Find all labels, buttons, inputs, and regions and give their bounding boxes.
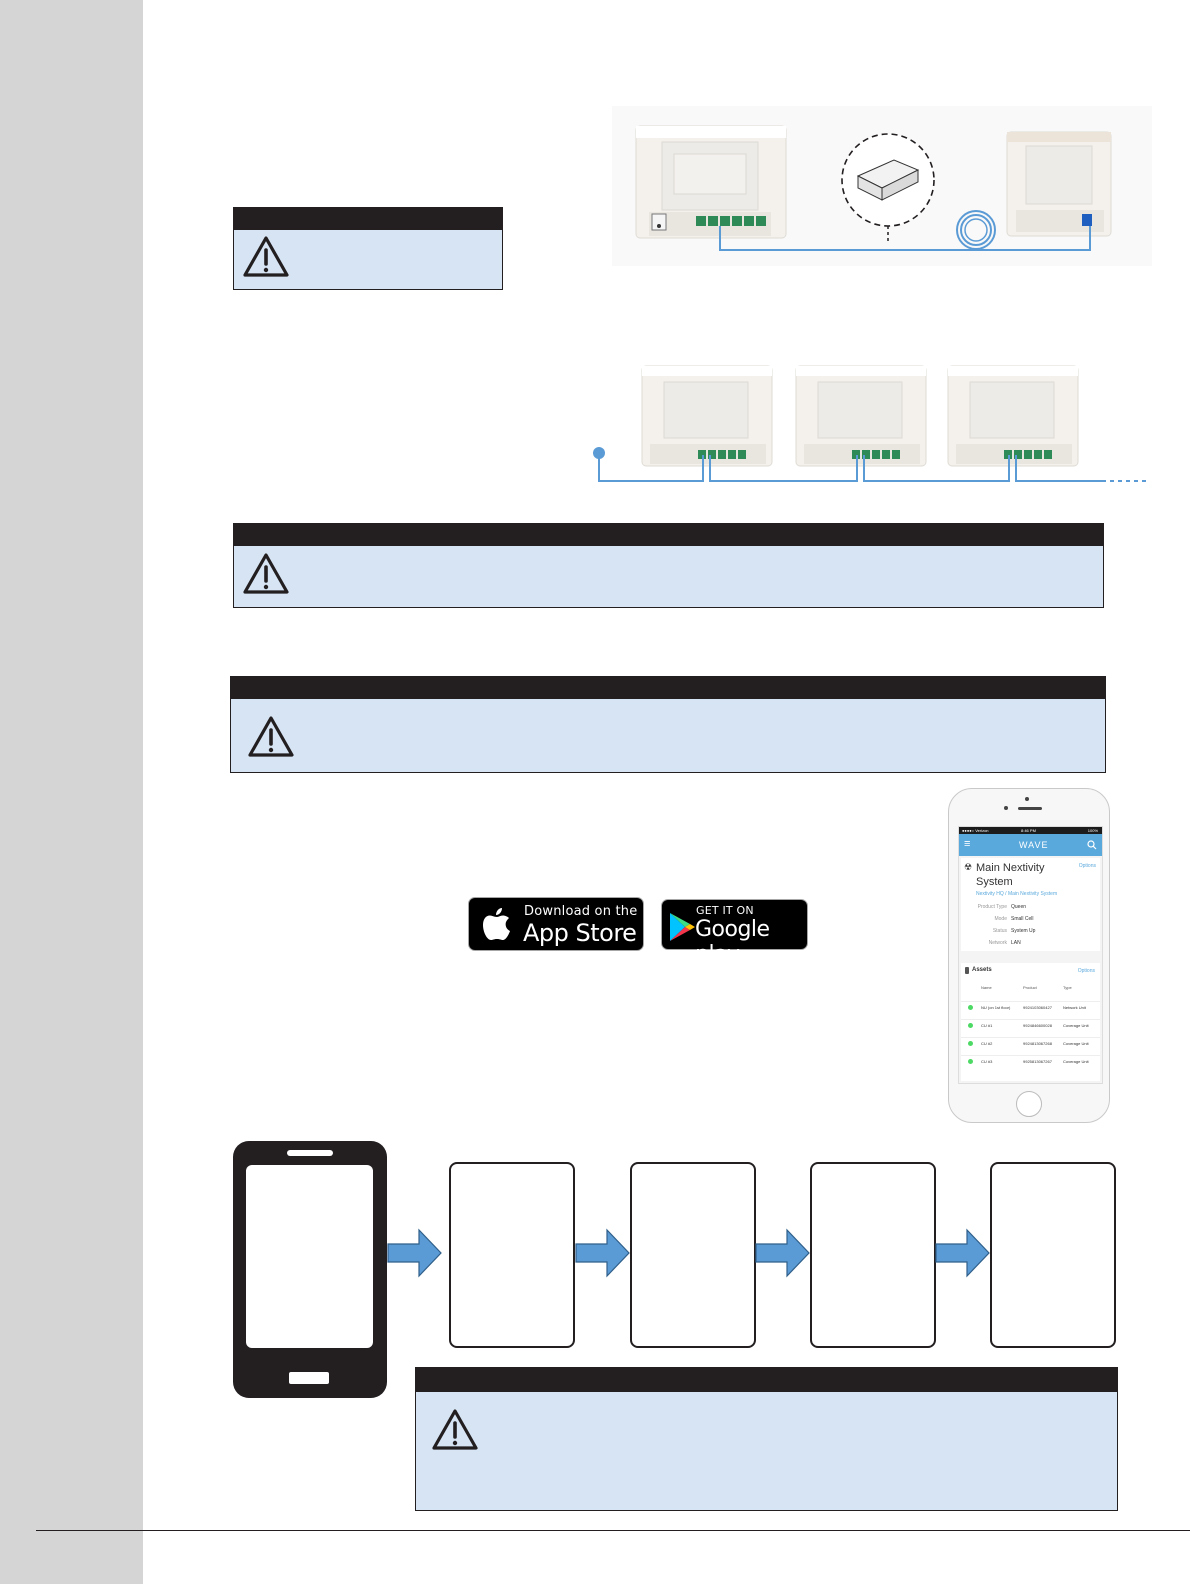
- google-play-icon: [668, 912, 696, 942]
- app-store-small-text: Download on the: [524, 904, 638, 919]
- menu-icon[interactable]: ≡: [964, 838, 971, 850]
- row-type: Coverage Unit: [1063, 1059, 1089, 1064]
- status-bar: [959, 827, 1102, 834]
- detail-label: Network: [988, 940, 1007, 946]
- flow-step-2: [630, 1162, 756, 1348]
- warning-notice-2: [233, 523, 1104, 608]
- table-row[interactable]: [961, 1055, 1100, 1068]
- detail-value: LAN: [1011, 940, 1021, 946]
- detail-label: Status: [992, 928, 1007, 934]
- table-row[interactable]: [961, 1019, 1100, 1032]
- network-unit-device: [636, 126, 786, 238]
- column-type: Type: [1063, 985, 1072, 990]
- table-row[interactable]: [961, 1001, 1100, 1014]
- notice-header-bar: [234, 524, 1103, 546]
- page-sidebar: [0, 0, 143, 1584]
- phone-sensor: [1004, 806, 1008, 810]
- system-title: Main Nextivity System: [976, 862, 1045, 888]
- google-play-badge[interactable]: [661, 899, 808, 967]
- search-icon[interactable]: [1087, 840, 1097, 850]
- network-unit-to-coverage-unit-diagram: [612, 106, 1152, 266]
- app-header: [959, 834, 1102, 856]
- status-dot: [968, 1023, 973, 1028]
- row-type: Coverage Unit: [1063, 1023, 1089, 1028]
- row-type: Coverage Unit: [1063, 1041, 1089, 1046]
- system-icon: ☢: [964, 862, 973, 872]
- coverage-unit-daisy-chain-diagram: [590, 360, 1150, 490]
- row-type: Network Unit: [1063, 1005, 1086, 1010]
- smartphone-screen: [246, 1165, 373, 1348]
- table-row[interactable]: [961, 1037, 1100, 1050]
- google-play-big-text: Google play: [695, 917, 770, 967]
- assets-table-header: [961, 985, 1100, 993]
- flow-arrow-2: [575, 1228, 631, 1278]
- system-card: [961, 858, 1100, 951]
- coverage-unit-device: [1007, 132, 1111, 236]
- detail-row: [963, 928, 1093, 936]
- coverage-unit-device-3: [948, 366, 1078, 466]
- app-store-badge[interactable]: [468, 897, 644, 951]
- row-name: CU #1: [981, 1023, 993, 1028]
- status-dot: [968, 1005, 973, 1010]
- apple-icon: [482, 906, 512, 942]
- warning-icon: [431, 1408, 479, 1452]
- system-breadcrumb: Nextivity HQ / Main Nextivity System: [976, 891, 1058, 897]
- google-play-small-text: GET IT ON: [696, 904, 754, 917]
- flow-arrow-3: [755, 1228, 811, 1278]
- detail-label: Mode: [994, 916, 1007, 922]
- warning-icon: [247, 715, 295, 759]
- coverage-unit-device-2: [796, 366, 926, 466]
- flow-arrow-4: [935, 1228, 991, 1278]
- row-product: 9924846600028: [1023, 1023, 1052, 1028]
- assets-icon: [965, 967, 969, 974]
- row-product: 9924813067268: [1023, 1041, 1052, 1046]
- warning-notice-1: [233, 207, 503, 290]
- notice-header-bar: [234, 208, 502, 230]
- flow-step-4: [990, 1162, 1116, 1348]
- app-header-title: WAVE: [1019, 840, 1049, 850]
- flow-step-1: [449, 1162, 575, 1348]
- status-carrier: ●●●●○ Verizon: [962, 828, 989, 833]
- column-name: Name: [981, 985, 992, 990]
- row-product: 9925813067267: [1023, 1059, 1052, 1064]
- flow-arrow-1: [387, 1228, 443, 1278]
- assets-options[interactable]: Options: [1077, 968, 1095, 974]
- warning-notice-4: [415, 1367, 1118, 1511]
- assets-card: [961, 963, 1100, 1081]
- status-battery: 100%: [1087, 828, 1098, 833]
- footer-rule: [36, 1530, 1190, 1531]
- column-product: Product: [1023, 985, 1037, 990]
- detail-row: [963, 916, 1093, 924]
- smartphone-home-button: [289, 1372, 329, 1384]
- row-name: NU (on 1st floor): [981, 1005, 1011, 1010]
- flow-step-3: [810, 1162, 936, 1348]
- app-store-big-text: App Store: [523, 919, 637, 947]
- status-dot: [968, 1041, 973, 1046]
- warning-icon: [242, 235, 290, 279]
- detail-row: [963, 940, 1093, 948]
- notice-header-bar: [231, 677, 1105, 699]
- system-options[interactable]: Options: [1078, 863, 1096, 869]
- warning-icon: [242, 552, 290, 596]
- assets-title: Assets: [972, 967, 992, 973]
- row-product: 9924103060427: [1023, 1005, 1052, 1010]
- detail-label: Product Type: [977, 904, 1007, 910]
- home-button[interactable]: [1016, 1091, 1042, 1117]
- detail-row: [963, 904, 1093, 912]
- status-dot: [968, 1059, 973, 1064]
- iphone-mockup: [948, 788, 1110, 1123]
- coverage-unit-device-1: [642, 366, 772, 466]
- row-name: CU #2: [981, 1041, 993, 1046]
- detail-value: Queen: [1011, 904, 1027, 910]
- detail-value: Small Cell: [1011, 916, 1034, 922]
- phone-speaker: [1018, 807, 1042, 810]
- detail-value: System Up: [1011, 928, 1036, 934]
- row-name: CU #3: [981, 1059, 993, 1064]
- app-screen: [958, 826, 1103, 1084]
- smartphone-speaker: [287, 1150, 333, 1156]
- smartphone-icon: [233, 1141, 387, 1398]
- notice-header-bar: [416, 1368, 1117, 1392]
- phone-camera: [1025, 797, 1029, 801]
- status-time: 8:46 PM: [1021, 828, 1036, 833]
- warning-notice-3: [230, 676, 1106, 773]
